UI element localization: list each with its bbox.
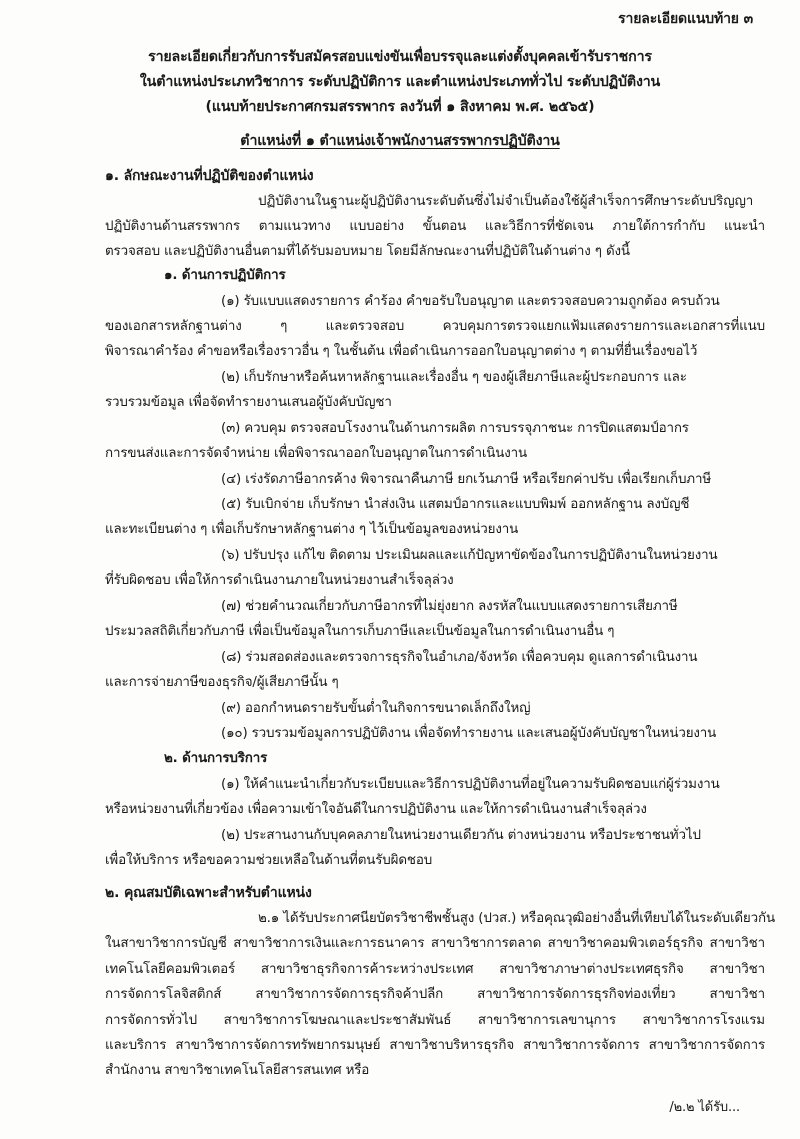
- sub1-item-2-cont: รวบรวมข้อมูล เพื่อจัดทำรายงานเสนอผู้บังคับบัญชา: [105, 395, 392, 410]
- sub1-item-1-cont: พิจารณาคำร้อง คำขอหรือเรื่องราวอื่น ๆ ในชั้นต้น เพื่อดำเนินการออกใบอนุญาตต่าง ๆ ตามที่ยื่นเรื่องขอไว้: [105, 344, 698, 359]
- section1-intro-line: ตรวจสอบ และปฏิบัติงานอื่นตามที่ได้รับมอบหมาย โดยมีลักษณะงานที่ปฏิบัติในด้านต่าง ๆ ดังนี้: [105, 244, 630, 259]
- sub1-item-9: (๙) ออกกำหนดรายรับขั้นต่ำในกิจการขนาดเล็กถึงใหญ่: [221, 701, 531, 716]
- sub1-item-5-cont: และทะเบียนต่าง ๆ เพื่อเก็บรักษาหลักฐานต่าง ๆ ไว้เป็นข้อมูลของหน่วยงาน: [105, 522, 519, 537]
- sub1-item-8: (๘) ร่วมสอดส่องและตรวจการธุรกิจในอำเภอ/จังหวัด เพื่อควบคุม ดูแลการดำเนินงาน: [221, 650, 698, 665]
- sub1-item-1-cont: ของเอกสารหลักฐานต่าง ๆ และตรวจสอบ ควบคุมการตรวจแยกแฟ้มแสดงรายการและเอกสารที่แนบ: [105, 319, 765, 334]
- attachment-label: รายละเอียดแนบท้าย ๓: [618, 11, 753, 27]
- item-2-1-line: และบริการ สาขาวิชาการจัดการทรัพยากรมนุษย์ สาขาวิชาบริหารธุรกิจ สาขาวิชาการจัดการ สาขาวิชาการจัดการ: [105, 1038, 765, 1053]
- sub1-item-1: (๑) รับแบบแสดงรายการ คำร้อง คำขอรับใบอนุญาต และตรวจสอบความถูกต้อง ครบถ้วน: [221, 294, 720, 309]
- item-2-1-line: ๒.๑ ได้รับประกาศนียบัตรวิชาชีพชั้นสูง (ปวส.) หรือคุณวุฒิอย่างอื่นที่เทียบได้ในระดับเดียวกัน: [258, 911, 775, 926]
- item-2-1-line: ในสาขาวิชาการบัญชี สาขาวิชาการเงินและการธนาคาร สาขาวิชาการตลาด สาขาวิชาคอมพิวเตอร์ธุรกิจ สาขาวิชา: [105, 936, 765, 951]
- sub1-item-2: (๒) เก็บรักษาหรือค้นหาหลักฐานและเรื่องอื่น ๆ ของผู้เสียภาษีและผู้ประกอบการ และ: [221, 370, 687, 385]
- item-2-1-line: การจัดการทั่วไป สาขาวิชาการโฆษณาและประชาสัมพันธ์ สาขาวิชาการเลขานุการ สาขาวิชาการโรงแรม: [105, 1013, 765, 1028]
- section1-heading: ๑. ลักษณะงานที่ปฏิบัติของตำแหน่ง: [105, 168, 314, 184]
- sub2-item-1-cont: หรือหน่วยงานที่เกี่ยวข้อง เพื่อความเข้าใจอันดีในการปฏิบัติงาน และให้การดำเนินงานสำเร็จลุล่วง: [105, 802, 647, 817]
- sub1-item-5: (๕) รับเบิกจ่าย เก็บรักษา นำส่งเงิน แสตมป์อากรและแบบพิมพ์ ออกหลักฐาน ลงบัญชี: [221, 497, 690, 512]
- position-title: ตำแหน่งที่ ๑ ตำแหน่งเจ้าพนักงานสรรพากรปฏิบัติงาน: [240, 133, 560, 149]
- item-2-1-line: เทคโนโลยีคอมพิวเตอร์ สาขาวิชาธุรกิจการค้าระหว่างประเทศ สาขาวิชาภาษาต่างประเทศธุรกิจ สาขาวิชา: [105, 962, 765, 977]
- sub1-item-10: (๑๐) รวบรวมข้อมูลการปฏิบัติงาน เพื่อจัดทำรายงาน และเสนอผู้บังคับบัญชาในหน่วยงาน: [221, 726, 717, 741]
- sub1-heading: ๑. ด้านการปฏิบัติการ: [164, 268, 286, 283]
- item-2-1-line: สำนักงาน สาขาวิชาเทคโนโลยีสารสนเทศ หรือ: [105, 1063, 370, 1078]
- section1-intro-line: ปฏิบัติงานด้านสรรพากร ตามแนวทาง แบบอย่าง ขั้นตอน และวิธีการที่ชัดเจน ภายใต้การกำกับ แนะนำ: [105, 219, 765, 234]
- sub2-heading: ๒. ด้านการบริการ: [164, 751, 268, 766]
- sub2-item-2-cont: เพื่อให้บริการ หรือขอความช่วยเหลือในด้านที่ตนรับผิดชอบ: [105, 853, 433, 868]
- sub1-item-6-cont: ที่รับผิดชอบ เพื่อให้การดำเนินงานภายในหน่วยงานสำเร็จลุล่วง: [105, 573, 454, 588]
- continued-marker: /๒.๒ ได้รับ...: [669, 1100, 740, 1115]
- sub1-item-7: (๗) ช่วยคำนวณเกี่ยวกับภาษีอากรที่ไม่ยุ่งยาก ลงรหัสในแบบแสดงรายการเสียภาษี: [221, 599, 678, 614]
- sub1-item-8-cont: และการจ่ายภาษีของธุรกิจ/ผู้เสียภาษีนั้น ๆ: [105, 675, 339, 690]
- sub1-item-7-cont: ประมวลสถิติเกี่ยวกับภาษี เพื่อเป็นข้อมูลในการเก็บภาษีและเป็นข้อมูลในการดำเนินงานอื่น ๆ: [105, 624, 615, 639]
- item-2-1-line: การจัดการโลจิสติกส์ สาขาวิชาการจัดการธุรกิจค้าปลีก สาขาวิชาการจัดการธุรกิจท่องเที่ยว สาขาวิชา: [105, 987, 765, 1002]
- sub1-item-6: (๖) ปรับปรุง แก้ไข ติดตาม ประเมินผลและแก้ปัญหาขัดข้องในการปฏิบัติงานในหน่วยงาน: [221, 548, 718, 563]
- section1-intro-line: ปฏิบัติงานในฐานะผู้ปฏิบัติงานระดับต้นซึ่งไม่จำเป็นต้องใช้ผู้สำเร็จการศึกษาระดับปริญญา: [258, 194, 754, 209]
- title-line-3: (แนบท้ายประกาศกรมสรรพากร ลงวันที่ ๑ สิงหาคม พ.ศ. ๒๕๖๕): [205, 99, 595, 115]
- title-line-2: ในตำแหน่งประเภทวิชาการ ระดับปฏิบัติการ และตำแหน่งประเภททั่วไป ระดับปฏิบัติงาน: [139, 74, 661, 90]
- sub2-item-2: (๒) ประสานงานกับบุคคลภายในหน่วยงานเดียวกัน ต่างหน่วยงาน หรือประชาชนทั่วไป: [221, 828, 701, 843]
- section2-heading: ๒. คุณสมบัติเฉพาะสำหรับตำแหน่ง: [105, 885, 312, 901]
- sub1-item-3: (๓) ควบคุม ตรวจสอบโรงงานในด้านการผลิต การบรรจุภาชนะ การปิดแสตมป์อากร: [221, 421, 689, 436]
- sub1-item-4: (๔) เร่งรัดภาษีอากรค้าง พิจารณาคืนภาษี ยกเว้นภาษี หรือเรียกค่าปรับ เพื่อเรียกเก็บภาษี: [221, 472, 712, 487]
- sub1-item-3-cont: การขนส่งและการจัดจำหน่าย เพื่อพิจารณาออกใบอนุญาตในการดำเนินงาน: [105, 446, 528, 461]
- sub2-item-1: (๑) ให้คำแนะนำเกี่ยวกับระเบียบและวิธีการปฏิบัติงานที่อยู่ในความรับผิดชอบแก่ผู้ร่วมงาน: [221, 777, 720, 792]
- title-line-1: รายละเอียดเกี่ยวกับการรับสมัครสอบแข่งขันเพื่อบรรจุและแต่งตั้งบุคคลเข้ารับราชการ: [148, 49, 652, 65]
